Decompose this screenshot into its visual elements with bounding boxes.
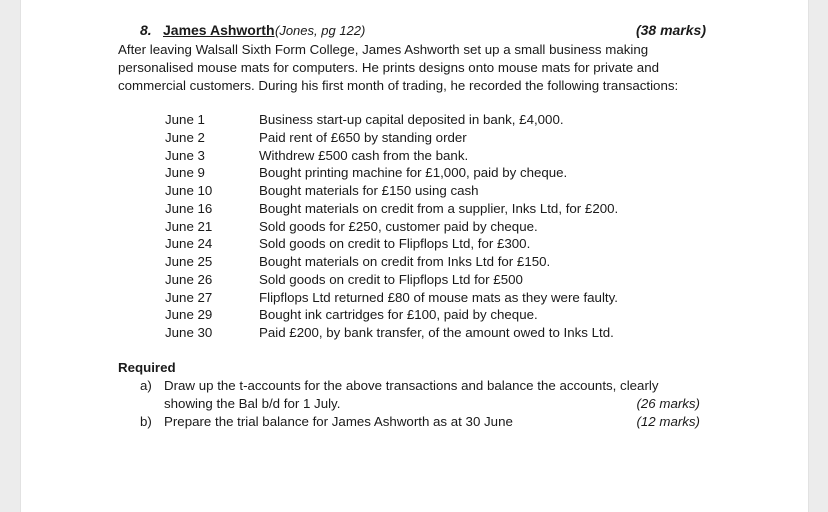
required-item-a: [0, 377, 828, 413]
transaction-description: Paid rent of £650 by standing order: [259, 129, 467, 145]
transaction-description: Flipflops Ltd returned £80 of mouse mats as they were faulty.: [259, 289, 618, 305]
transaction-description: Bought materials for £150 using cash: [259, 183, 479, 198]
transaction-description: Bought ink cartridges for £100, paid by cheque.: [259, 307, 538, 323]
transaction-date: June 24: [165, 236, 213, 252]
transaction-description: Business start-up capital deposited in bank, £4,000.: [259, 112, 564, 127]
transaction-date: June 25: [165, 254, 213, 269]
transaction-description: Sold goods for £250, customer paid by cheque.: [259, 218, 538, 234]
transaction-date: June 10: [165, 183, 213, 198]
transaction-date: June 21: [165, 218, 213, 234]
transaction-description: Withdrew £500 cash from the bank.: [259, 147, 469, 163]
required-item-text: Draw up the t-accounts for the above transactions and balance the accounts, clearly: [164, 378, 659, 393]
question-total-marks: (38 marks): [635, 22, 706, 38]
transaction-description: Bought materials on credit from Inks Ltd for £150.: [259, 254, 551, 269]
transaction-date: June 30: [165, 325, 213, 340]
required-item-marks: (26 marks): [636, 396, 700, 411]
intro-line: commercial customers. During his first month of trading, he recorded the following transactions:: [118, 78, 679, 93]
transaction-date: June 2: [165, 129, 205, 145]
intro-paragraph: [118, 41, 718, 95]
transaction-date: June 3: [165, 147, 205, 163]
transaction-description: Bought printing machine for £1,000, paid by cheque.: [259, 165, 568, 181]
transaction-date: June 27: [165, 289, 213, 305]
transaction-date: June 1: [165, 112, 205, 127]
question-source: (Jones, pg 122): [275, 23, 366, 38]
required-item-letter: b): [140, 414, 152, 429]
question-title: James Ashworth: [163, 22, 275, 38]
transaction-date: June 29: [165, 307, 213, 323]
transaction-date: June 16: [165, 200, 213, 216]
intro-line: personalised mouse mats for computers. He prints designs onto mouse mats for private and: [118, 60, 659, 75]
question-number: 8.: [140, 22, 152, 38]
transaction-description: Sold goods on credit to Flipflops Ltd for £500: [259, 271, 523, 287]
intro-line: After leaving Walsall Sixth Form College, James Ashworth set up a small business making: [118, 42, 649, 57]
question-header: [118, 22, 706, 42]
required-item-letter: a): [140, 378, 152, 393]
required-item-marks: (12 marks): [636, 414, 700, 429]
transaction-description: Bought materials on credit from a supplier, Inks Ltd, for £200.: [259, 200, 619, 216]
transaction-date: June 26: [165, 271, 213, 287]
required-item-text-continued: showing the Bal b/d for 1 July.: [164, 396, 341, 411]
transaction-description: Paid £200, by bank transfer, of the amount owed to Inks Ltd.: [259, 325, 614, 340]
transaction-description: Sold goods on credit to Flipflops Ltd, for £300.: [259, 236, 531, 252]
required-item-b: [0, 413, 828, 431]
required-item-text: Prepare the trial balance for James Ashworth as at 30 June: [164, 414, 513, 429]
transaction-date: June 9: [165, 165, 205, 181]
required-heading: Required: [118, 360, 176, 375]
